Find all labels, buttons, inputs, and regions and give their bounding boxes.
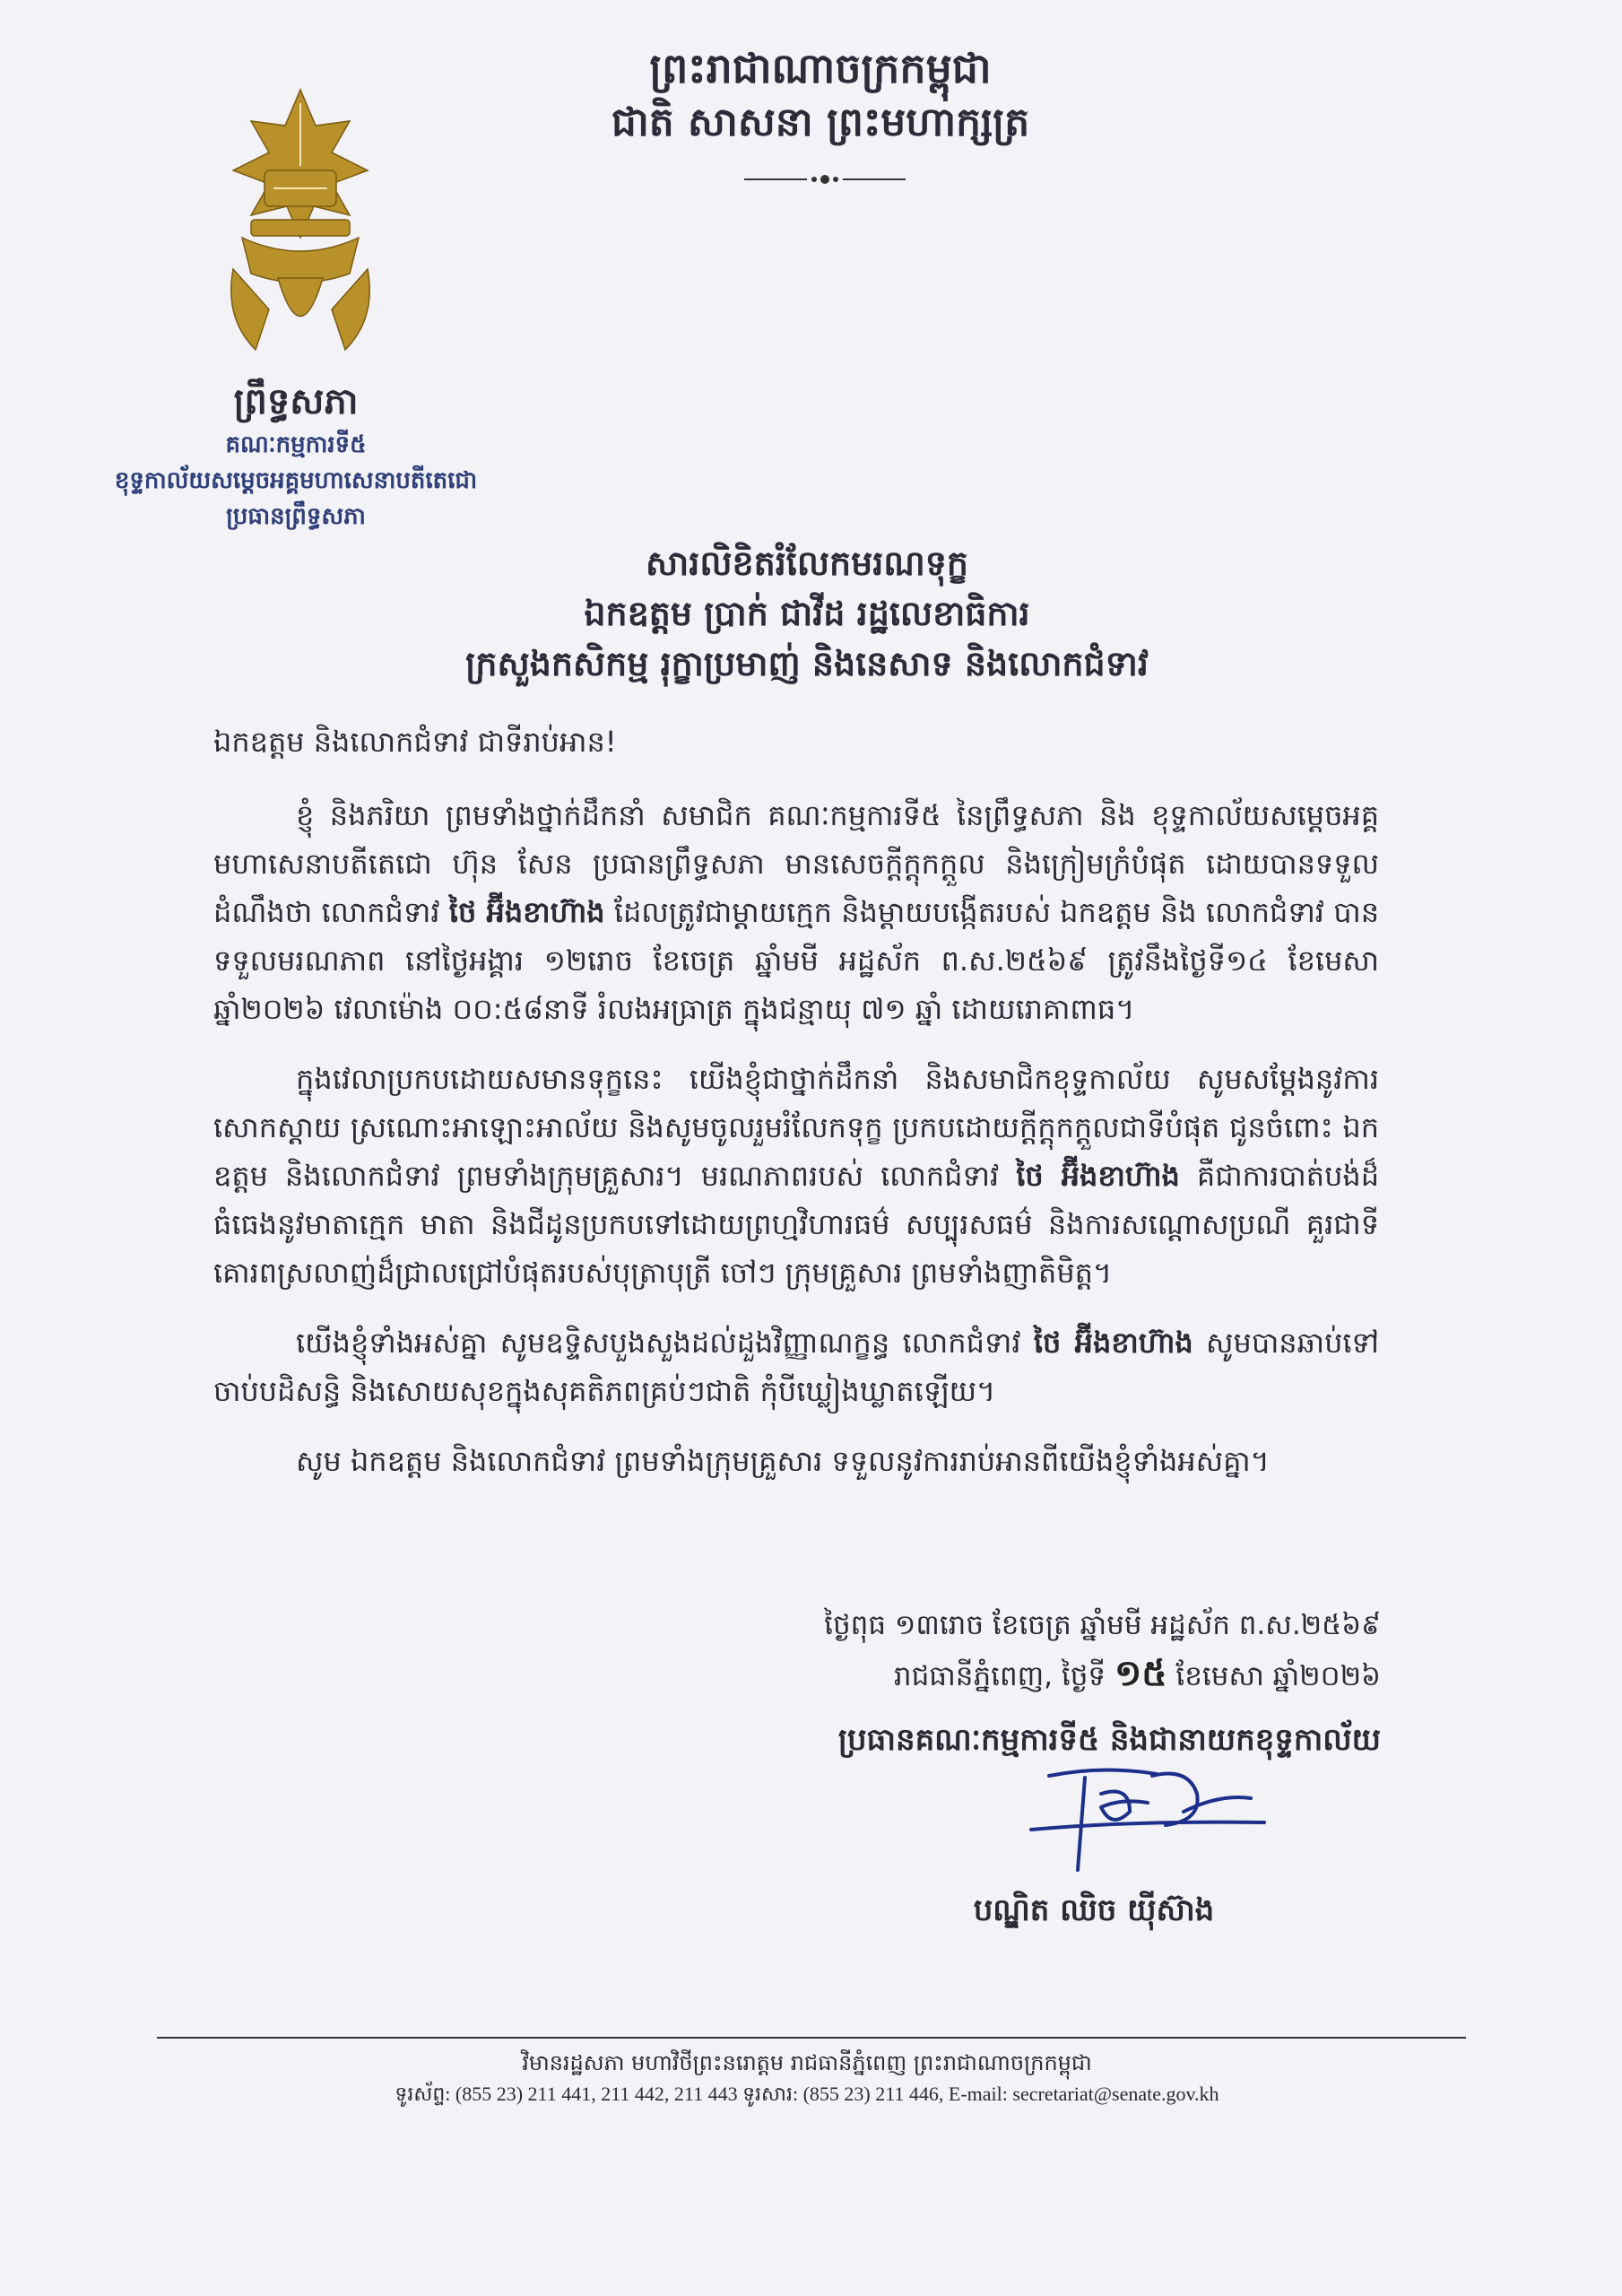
commission-name: គណៈកម្មការទី៥ — [225, 431, 367, 458]
paragraph-1-text-a: ខ្ញុំ និងភរិយា ព្រមទាំងថ្នាក់ដឹកនាំ សមាជិក គណៈកម្មការទី៥ នៃព្រឹទ្ធសភា និង ខុទ្ទកាល័យសម្តេចអគ្គមហាសេនាបតីតេជោ ហ៊ុន សែន ប្រធានព្រឹទ្ធសភា មានសេចក្តីក្តុកក្តួល និងក្រៀមក្រំបំផុត ដោយបានទទួលដំណឹងថា លោកជំទាវ — [213, 798, 1379, 929]
footer-divider — [157, 2037, 1466, 2039]
signatory-name: បណ្ឌិត ឈិច យ៉ីស៊ាង — [973, 1892, 1215, 1928]
deceased-name: ថៃ អ៊ីងខាហ៊ាង — [1016, 1159, 1180, 1193]
office-name: ខុទ្ទកាល័យសម្តេចអគ្គមហាសេនាបតីតេជោ — [114, 467, 478, 494]
institution-name: ព្រឹទ្ធសភា — [233, 380, 359, 422]
paragraph-2-text-a: ក្នុងវេលាប្រកបដោយសមានទុក្ខនេះ យើងខ្ញុំជាថ្នាក់ដឹកនាំ និងសមាជិកខុទ្ទកាល័យ សូមសម្តែងនូវការសោកស្តាយ ស្រណោះអាឡោះអាល័យ និងសូមចូលរួមរំលែកទុក្ខ ប្រកបដោយក្តីក្តុកក្តួលជាទីបំផុត ជូនចំពោះ ឯកឧត្តម និងលោកជំទាវ ព្រមទាំងក្រុមគ្រួសារ។ មរណភាពរបស់ លោកជំទាវ — [213, 1062, 1379, 1193]
kingdom-title: ព្រះរាជាណាចក្រកម្ពុជា — [649, 44, 992, 92]
paragraph-1 — [213, 791, 1379, 1033]
title-line-1: សារលិខិតរំលែកមរណទុក្ខ — [646, 543, 968, 583]
kingdom-header — [538, 40, 1103, 150]
place-prefix: រាជធានីភ្នំពេញ, ថ្ងៃទី — [893, 1660, 1106, 1692]
title-line-2: ឯកឧត្តម ប្រាក់ ជាវីដ រដ្ឋលេខាធិការ — [584, 593, 1030, 633]
deceased-name: ថៃ អ៊ីងខាហ៊ាង — [1033, 1326, 1193, 1360]
letter-title — [269, 538, 1345, 689]
date-block — [699, 1601, 1381, 1700]
paragraph-4: សូម ឯកឧត្តម និងលោកជំទាវ ព្រមទាំងក្រុមគ្រួសារ ទទួលនូវការរាប់អានពីយើងខ្ញុំទាំងអស់គ្នា។ — [296, 1444, 1270, 1478]
solar-date — [699, 1649, 1381, 1700]
salutation: ឯកឧត្តម និងលោកជំទាវ ជាទីរាប់អាន! — [213, 725, 617, 759]
senate-emblem-icon — [215, 85, 386, 363]
handwritten-signature — [995, 1758, 1282, 1883]
paragraph-1-text-b: ដែលត្រូវជាម្តាយក្មេក និងម្តាយបង្កើតរបស់ ឯកឧត្តម និង លោកជំទាវ បានទទួលមរណភាព នៅថ្ងៃអង្គារ ១២រោច ខែចេត្រ ឆ្នាំមមី អដ្ឋស័ក ព.ស.២៥៦៩ ត្រូវនឹងថ្ងៃទី១៤ ខែមេសា ឆ្នាំ២០២៦ វេលាម៉ោង ០០:៥៨នាទី រំលងអធ្រាត្រ ក្នុងជន្មាយុ ៧១ ឆ្នាំ ដោយរោគាពាធ។ — [213, 895, 1380, 1026]
national-motto: ជាតិ សាសនា ព្រះមហាក្សត្រ — [611, 100, 1030, 145]
paragraph-3-text-b: សូមបានឆាប់ទៅចាប់បដិសន្ធិ និងសោយសុខក្នុងសុគតិភពគ្រប់ៗជាតិ កុំបីឃ្លៀងឃ្លាតឡើយ។ — [213, 1326, 1379, 1408]
deceased-name: ថៃ អ៊ីងខាហ៊ាង — [448, 895, 605, 929]
office-of: ប្រធានព្រឹទ្ធសភា — [226, 503, 366, 530]
month-year: ខែមេសា ឆ្នាំ២០២៦ — [1175, 1660, 1381, 1692]
title-line-3: ក្រសួងកសិកម្ម រុក្ខាប្រមាញ់ និងនេសាទ និងលោកជំទាវ — [465, 643, 1149, 683]
divider-ornament-icon — [744, 170, 906, 188]
paragraph-3 — [213, 1318, 1379, 1415]
footer-contact: ទូរស័ព្ទ: (855 23) 211 441, 211 442, 211 443 ទូរសារ: (855 23) 211 446, E-mail: secretariat@senate.gov.kh — [395, 2083, 1219, 2105]
paragraph-3-text-a: យើងខ្ញុំទាំងអស់គ្នា សូមឧទ្ទិសបួងសួងដល់ដួងវិញ្ញាណក្ខន្ធ លោកជំទាវ — [296, 1326, 1034, 1360]
paragraph-2-text-b: គឺជាការបាត់បង់ដ៏ធំធេងនូវមាតាក្មេក មាតា និងជីដូនប្រកបទៅដោយព្រហ្មវិហារធម៌ សប្បុរសធម៌ និងការសណ្តោសប្រណី គួរជាទីគោរពស្រលាញ់ដ៏ជ្រាលជ្រៅបំផុតរបស់បុត្រាបុត្រី ចៅៗ ក្រុមគ្រួសារ ព្រមទាំងញាតិមិត្ត។ — [213, 1159, 1380, 1290]
lunar-date: ថ្ងៃពុធ ១៣រោច ខែចេត្រ ឆ្នាំមមី អដ្ឋស័ក ព.ស.២៥៦៩ — [824, 1609, 1381, 1641]
handwritten-day: ១៥ — [1114, 1653, 1167, 1694]
paragraph-2 — [213, 1055, 1379, 1297]
footer-address: វិមានរដ្ឋសភា មហាវិថីព្រះនរោត្តម រាជធានីភ្នំពេញ ព្រះរាជាណាចក្រកម្ពុជា — [522, 2050, 1092, 2075]
signatory-title: ប្រធានគណៈកម្មការទី៥ និងជានាយកខុទ្ទកាល័យ — [837, 1722, 1381, 1758]
letter-body — [213, 718, 1379, 1507]
sender-block — [63, 377, 529, 535]
